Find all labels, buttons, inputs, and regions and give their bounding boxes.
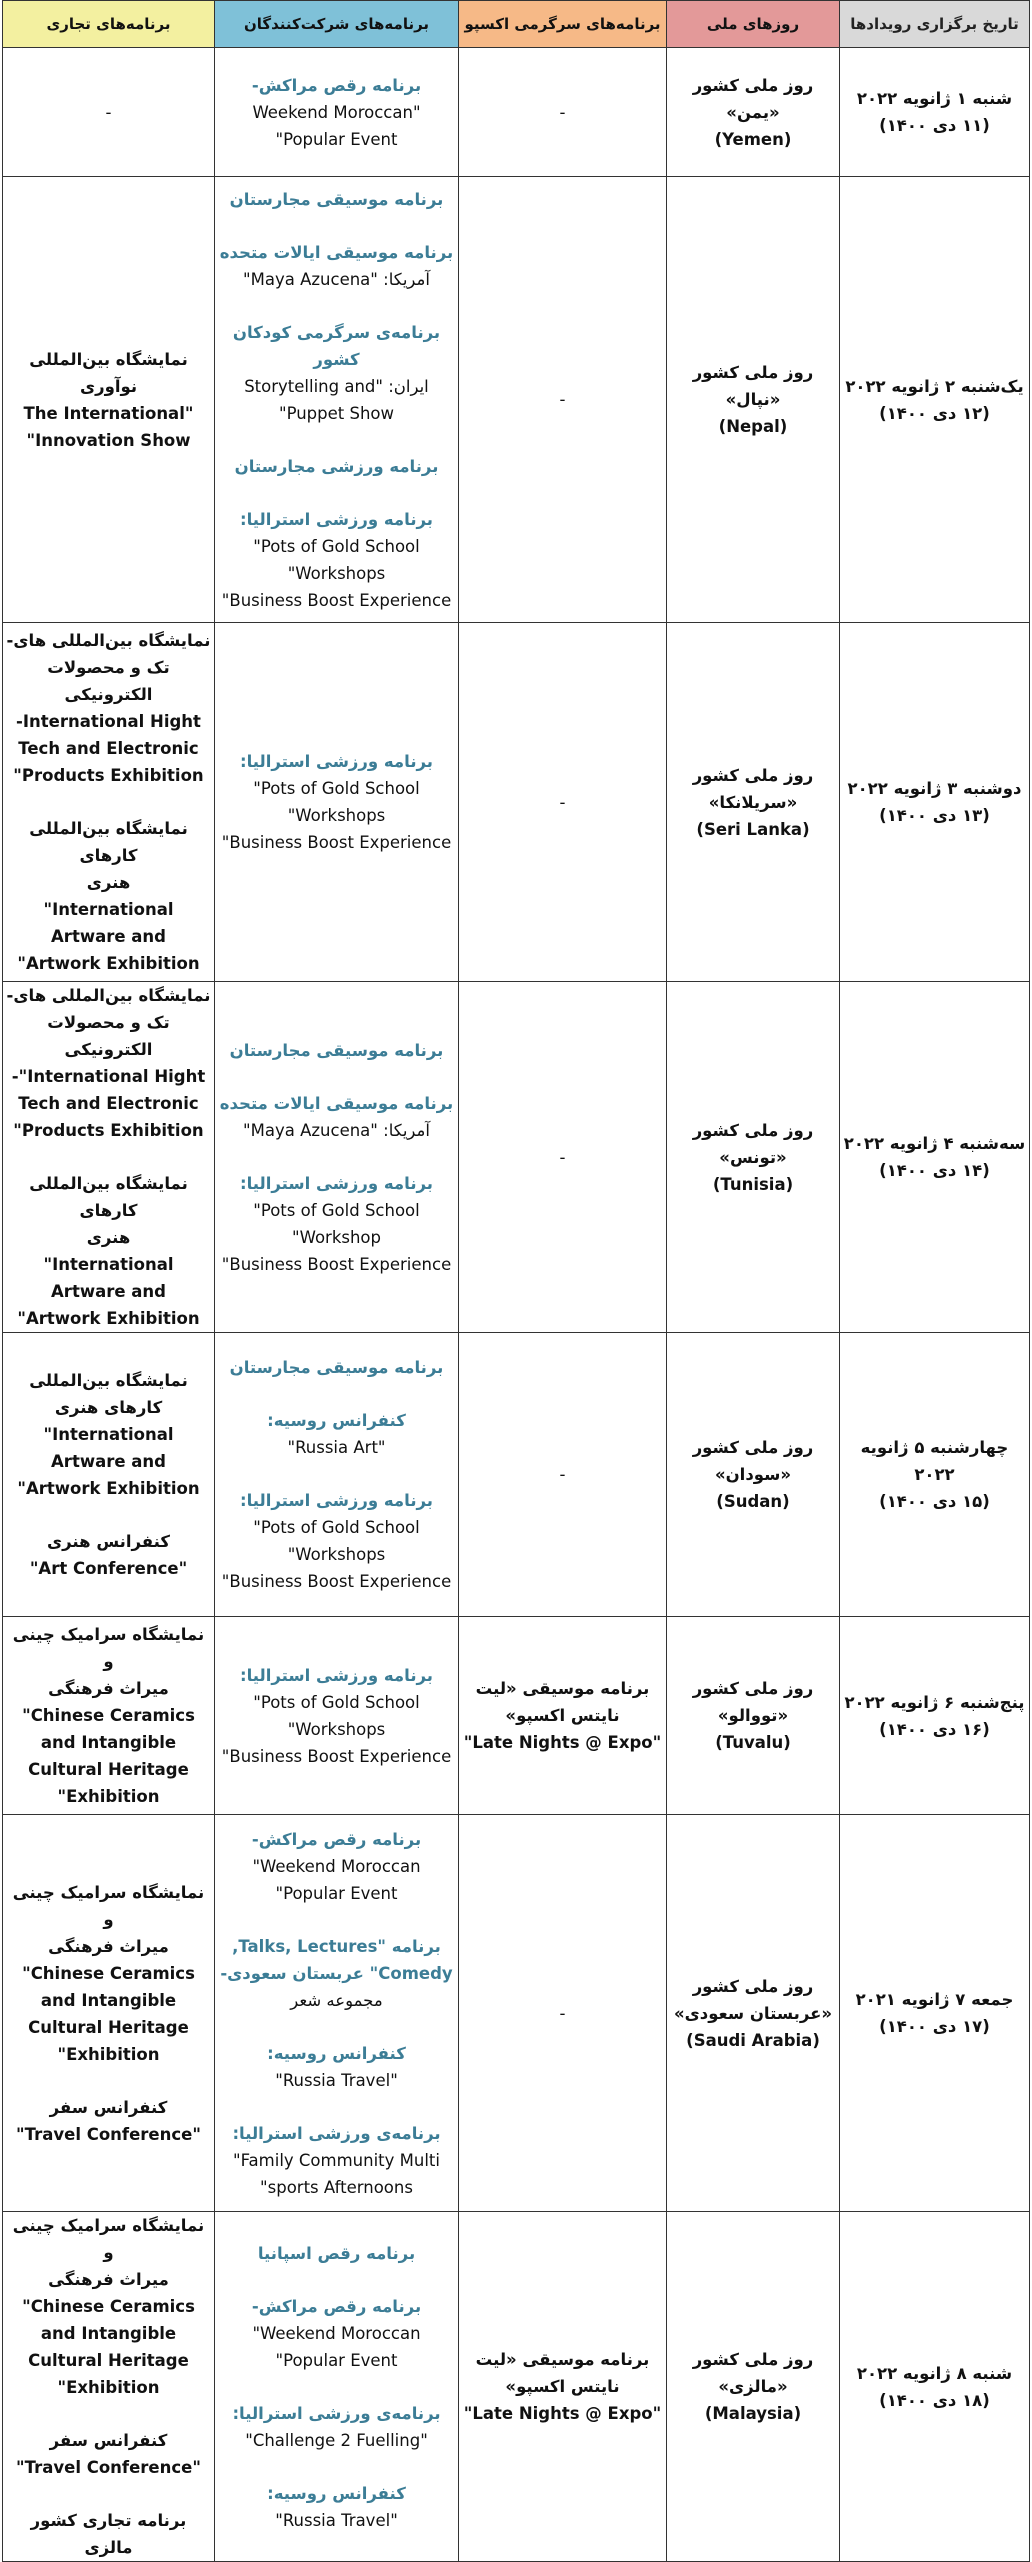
program-title: کنفرانس روسیه:	[267, 2043, 406, 2063]
business-line: Cultural Heritage	[28, 2351, 189, 2370]
business-line: کارهای هنری	[54, 1398, 163, 1417]
date-line: چهارشنبه ۵ ژانویه ۲۰۲۲	[860, 1438, 1009, 1484]
date-cell	[840, 2212, 1030, 2562]
national-day-line: روز ملی کشور	[692, 1679, 814, 1698]
business-programs-cell	[3, 1815, 215, 2212]
program-entry	[218, 1487, 455, 1595]
program-detail-line: Business Boost Experience"	[221, 1254, 452, 1274]
program-entry	[218, 748, 455, 856]
business-entry	[6, 1621, 211, 1810]
program-detail-line: "Weekend Moroccan	[252, 102, 421, 122]
header-participant-programs: برنامه‌های شرکت‌کنندگان	[215, 1, 459, 48]
table-row	[3, 623, 1030, 982]
business-entry	[6, 982, 211, 1144]
date-line: (۱۶ دی ۱۴۰۰)	[879, 1719, 990, 1739]
program-detail-line: "Russia Travel"	[275, 2070, 398, 2090]
entertainment-cell	[459, 177, 667, 623]
business-line: Chinese Ceramics"	[22, 2297, 195, 2316]
entertainment-cell	[459, 1617, 667, 1815]
national-day-line: روز ملی کشور	[692, 1120, 814, 1140]
national-day-line: (Tunisia)	[712, 1174, 794, 1194]
business-line: نمایشگاه بین‌المللی نوآوری	[29, 349, 188, 396]
date-line: (۱۵ دی ۱۴۰۰)	[879, 1492, 990, 1511]
program-entry	[218, 1826, 455, 1907]
program-detail-line: آمریکا: "Maya Azucena"	[243, 269, 430, 289]
business-entry	[6, 627, 211, 789]
participant-programs-cell	[215, 2212, 459, 2562]
table-row	[3, 2212, 1030, 2562]
program-entry	[218, 1933, 455, 2014]
business-line: نمایشگاه سرامیک چینی و	[12, 1882, 205, 1929]
date-line: پنج‌شنبه ۶ ژانویه ۲۰۲۲	[844, 1692, 1025, 1712]
business-entry	[6, 2212, 211, 2401]
national-day-line: روز ملی کشور	[692, 765, 814, 785]
business-line: تک و محصولات	[47, 658, 170, 677]
entertainment-cell	[459, 48, 667, 177]
participant-programs-cell	[215, 177, 459, 623]
date-line: جمعه ۷ ژانویه ۲۰۲۱	[855, 1990, 1014, 2009]
national-day-cell	[667, 48, 840, 177]
program-detail-line: Pots of Gold School"	[253, 1200, 420, 1220]
business-line: "Art Conference"	[29, 1559, 188, 1578]
empty-dash: -	[559, 792, 566, 812]
program-title: برنامه ورزشی استرالیا:	[240, 1665, 433, 1685]
business-line: Exhibition"	[57, 2378, 160, 2397]
program-detail-line: Pots of Gold School"	[253, 1692, 420, 1712]
participant-programs-cell	[215, 1815, 459, 2212]
empty-dash: -	[559, 102, 566, 122]
entertainment-line: نایتس اکسپو»	[505, 2377, 620, 2396]
program-title: Comedy" عربستان سعودی-	[220, 1963, 453, 1983]
date-line: (۱۱ دی ۱۴۰۰)	[879, 116, 990, 135]
program-detail-line: Workshop"	[292, 1227, 381, 1247]
business-programs-cell	[3, 623, 215, 982]
business-line: نمایشگاه سرامیک چینی و	[12, 1625, 205, 1671]
business-line: هنری	[86, 1228, 131, 1247]
national-day-line: (Saudi Arabia)	[686, 2030, 820, 2050]
program-detail-line: آمریکا: "Maya Azucena"	[243, 1120, 430, 1140]
national-day-line: (Nepal)	[718, 417, 788, 436]
business-line: تک و محصولات	[47, 1013, 170, 1032]
participant-programs-cell	[215, 1617, 459, 1815]
national-day-cell	[667, 2212, 840, 2562]
empty-dash: -	[559, 1147, 566, 1167]
business-line: and Intangible	[40, 2324, 177, 2343]
business-line: هنری	[86, 873, 131, 892]
business-line: International"	[43, 1255, 174, 1274]
table-row	[3, 1617, 1030, 1815]
program-entry	[218, 186, 455, 213]
business-line: نمایشگاه بین‌المللی کارهای	[29, 1174, 188, 1220]
program-entry	[218, 453, 455, 480]
business-line: الکترونیکی	[64, 685, 153, 704]
program-detail-line: Puppet Show"	[278, 403, 395, 423]
business-line: میراث فرهنگی	[48, 2270, 169, 2289]
business-entry	[6, 1879, 211, 2068]
business-line: Artware and	[51, 927, 166, 946]
participant-programs-cell	[215, 982, 459, 1333]
entertainment-cell	[459, 1815, 667, 2212]
program-detail-line: Popular Event"	[275, 129, 398, 149]
program-entry	[218, 319, 455, 427]
business-line: Chinese Ceramics"	[22, 1963, 195, 1983]
entertainment-line: برنامه موسیقی «لیت	[475, 1679, 650, 1698]
program-detail-line: Popular Event"	[275, 1883, 398, 1903]
entertainment-line: "Late Nights @ Expo"	[463, 1733, 662, 1752]
program-entry	[218, 239, 455, 293]
business-programs-cell	[3, 48, 215, 177]
business-line: Chinese Ceramics"	[22, 1706, 195, 1725]
national-day-line: (Malaysia)	[704, 2404, 802, 2423]
business-entry	[6, 2094, 211, 2148]
business-line: "Travel Conference"	[16, 2124, 201, 2144]
business-line: نمایشگاه بین‌المللی های-	[6, 631, 211, 650]
program-entry	[218, 1090, 455, 1144]
business-line: Artwork Exhibition"	[17, 1309, 200, 1328]
business-line: برنامه تجاری کشور مالزی	[30, 2511, 187, 2557]
business-line: Exhibition"	[57, 1787, 160, 1806]
national-day-line: «سودان»	[714, 1465, 792, 1484]
date-line: (۱۸ دی ۱۴۰۰)	[879, 2390, 990, 2410]
business-programs-cell	[3, 982, 215, 1333]
national-day-line: (Yemen)	[714, 129, 792, 149]
program-title: برنامه ورزشی استرالیا:	[240, 509, 433, 529]
national-day-line: (Sudan)	[716, 1492, 790, 1511]
header-date: تاریخ برگزاری رویدادها	[840, 1, 1030, 48]
business-entry	[6, 815, 211, 977]
program-detail-line: Workshops"	[287, 563, 386, 583]
date-line: شنبه ۸ ژانویه ۲۰۲۲	[856, 2363, 1013, 2383]
entertainment-cell	[459, 1333, 667, 1617]
business-line: نمایشگاه بین‌المللی	[29, 1371, 188, 1390]
business-line: Artwork Exhibition"	[17, 1479, 200, 1498]
program-title: برنامه رقص مراکش-	[251, 1829, 422, 1849]
empty-dash: -	[559, 390, 566, 409]
program-detail-line: ایران: "Storytelling and	[244, 376, 429, 396]
program-title: برنامه رقص مراکش-	[251, 2296, 422, 2316]
date-line: (۱۴ دی ۱۴۰۰)	[879, 1161, 990, 1180]
entertainment-cell	[459, 982, 667, 1333]
program-title: برنامه ورزشی استرالیا:	[240, 752, 433, 771]
business-line: Innovation Show"	[26, 430, 191, 450]
business-entry	[6, 1528, 211, 1582]
program-detail-line: "Russia Art"	[287, 1438, 386, 1457]
entertainment-line: برنامه موسیقی «لیت	[475, 2350, 650, 2369]
table-row	[3, 1815, 1030, 2212]
date-line: (۱۲ دی ۱۴۰۰)	[879, 403, 990, 423]
program-title: کنفرانس روسیه:	[267, 1411, 406, 1430]
business-line: نمایشگاه بین‌المللی های-	[6, 986, 211, 1005]
business-line: نمایشگاه سرامیک چینی و	[12, 2216, 205, 2262]
header-row	[3, 1, 1030, 48]
business-line: "The International	[23, 403, 194, 423]
program-title: کنفرانس روسیه:	[267, 2483, 406, 2503]
business-line: International"	[43, 900, 174, 919]
table-row	[3, 48, 1030, 177]
header-business-programs: برنامه‌های تجاری	[3, 1, 215, 48]
national-day-line: روز ملی کشور	[692, 1976, 814, 1996]
program-detail-line: Business Boost Experience"	[221, 833, 452, 852]
program-entry	[218, 1170, 455, 1278]
entertainment-cell	[459, 623, 667, 982]
table-body	[3, 48, 1030, 2562]
business-programs-cell	[3, 1617, 215, 1815]
program-detail-line: Pots of Gold School"	[253, 536, 420, 556]
program-detail-line: "Russia Travel"	[275, 2510, 398, 2530]
business-line: Products Exhibition"	[13, 766, 204, 785]
program-title: برنامه "Talks, Lectures,	[232, 1936, 441, 1956]
program-title: برنامه موسیقی مجارستان	[229, 189, 444, 209]
business-line: میراث فرهنگی	[48, 1679, 169, 1698]
national-day-line: «سریلانکا»	[708, 792, 798, 812]
date-cell	[840, 1617, 1030, 1815]
program-detail-line: Pots of Gold School"	[253, 779, 420, 798]
program-detail-line: Weekend Moroccan"	[252, 1856, 421, 1876]
business-entry	[6, 2427, 211, 2481]
program-title: برنامه ورزشی مجارستان	[234, 456, 439, 476]
business-entry	[6, 99, 211, 126]
date-cell	[840, 177, 1030, 623]
program-detail-line: "Challenge 2 Fuelling"	[245, 2430, 428, 2450]
program-detail-line: Popular Event"	[275, 2350, 398, 2370]
business-line: الکترونیکی	[64, 1040, 153, 1059]
business-entry	[6, 1170, 211, 1332]
business-line: Artware and	[51, 1452, 166, 1471]
business-line: کنفرانس سفر	[49, 2431, 168, 2450]
business-line: نمایشگاه بین‌المللی کارهای	[29, 819, 188, 865]
header-expo-entertainment: برنامه‌های سرگرمی اکسپو	[459, 1, 667, 48]
program-entry	[218, 1037, 455, 1064]
business-line: and Intangible	[40, 1990, 177, 2010]
business-programs-cell	[3, 2212, 215, 2562]
program-title: برنامه موسیقی ایالات متحده	[219, 1093, 454, 1113]
entertainment-line: "Late Nights @ Expo"	[463, 2404, 662, 2423]
participant-programs-cell	[215, 1333, 459, 1617]
date-cell	[840, 623, 1030, 982]
national-day-line: «عربستان سعودی»	[673, 2003, 833, 2023]
program-entry	[218, 2480, 455, 2534]
business-line: Artware and	[51, 1282, 166, 1301]
national-day-line: «تووالو»	[717, 1706, 789, 1725]
program-title: برنامه موسیقی مجارستان	[229, 1358, 444, 1377]
date-line: (۱۳ دی ۱۴۰۰)	[879, 806, 990, 825]
program-entry	[218, 1354, 455, 1381]
program-entry	[218, 1407, 455, 1461]
business-entry	[6, 346, 211, 454]
national-day-line: (Seri Lanka)	[696, 819, 810, 839]
business-line: International"	[43, 1425, 174, 1444]
program-entry	[218, 72, 455, 153]
header-national-days: روزهای ملی	[667, 1, 840, 48]
program-title: برنامه ورزشی استرالیا:	[240, 1173, 433, 1193]
date-cell	[840, 48, 1030, 177]
entertainment-cell	[459, 2212, 667, 2562]
empty-dash: -	[559, 1465, 566, 1484]
business-line: Cultural Heritage	[28, 1760, 189, 1779]
national-day-line: روز ملی کشور «نپال»	[692, 363, 814, 409]
program-title: برنامه‌ی ورزشی استرالیا:	[232, 2403, 441, 2423]
program-title: برنامه موسیقی مجارستان	[229, 1040, 444, 1060]
national-day-cell	[667, 623, 840, 982]
program-detail-line: Workshops"	[287, 806, 386, 825]
program-title: برنامه ورزشی استرالیا:	[240, 1491, 433, 1510]
national-day-line: روز ملی کشور «مالزی»	[692, 2350, 814, 2396]
business-entry	[6, 2507, 211, 2561]
program-entry	[218, 506, 455, 614]
program-entry	[218, 2400, 455, 2454]
program-entry	[218, 2040, 455, 2094]
business-line: کنفرانس هنری	[47, 1532, 170, 1551]
national-day-cell	[667, 1617, 840, 1815]
date-line: یک‌شنبه ۲ ژانویه ۲۰۲۲	[845, 376, 1024, 396]
table-row	[3, 1333, 1030, 1617]
business-line: and Intangible	[40, 1733, 177, 1752]
program-detail-line: Business Boost Experience"	[221, 1746, 452, 1766]
business-programs-cell	[3, 177, 215, 623]
date-line: دوشنبه ۳ ژانویه ۲۰۲۲	[847, 779, 1022, 798]
program-detail-line: مجموعه شعر	[290, 1990, 383, 2010]
program-title: برنامه‌ی ورزشی استرالیا:	[232, 2123, 441, 2143]
business-line: میراث فرهنگی	[48, 1936, 169, 1956]
table-row	[3, 177, 1030, 623]
business-line: Exhibition"	[57, 2044, 160, 2064]
empty-dash: -	[559, 2003, 566, 2023]
program-detail-line: Business Boost Experience"	[221, 1572, 452, 1591]
program-title: برنامه موسیقی ایالات متحده	[219, 242, 454, 262]
program-entry	[218, 2120, 455, 2201]
national-day-line: روز ملی کشور «یمن»	[692, 75, 814, 122]
national-day-line: «تونس»	[719, 1147, 787, 1167]
business-entry	[6, 1367, 211, 1502]
national-day-line: روز ملی کشور	[692, 1438, 814, 1457]
national-day-line: (Tuvalu)	[715, 1733, 791, 1752]
program-detail-line: Business Boost Experience"	[221, 590, 452, 610]
business-line: International Hight-	[16, 712, 201, 731]
national-day-cell	[667, 982, 840, 1333]
program-detail-line: Family Community Multi"	[232, 2150, 440, 2170]
business-line: Tech and Electronic	[18, 1094, 199, 1113]
program-entry	[218, 2293, 455, 2374]
program-detail-line: Pots of Gold School"	[253, 1518, 420, 1537]
participant-programs-cell	[215, 48, 459, 177]
date-cell	[840, 982, 1030, 1333]
national-day-cell	[667, 1333, 840, 1617]
program-detail-line: Workshops"	[287, 1545, 386, 1564]
national-day-cell	[667, 177, 840, 623]
business-programs-cell	[3, 1333, 215, 1617]
entertainment-line: نایتس اکسپو»	[505, 1706, 620, 1725]
program-title: برنامه‌ی سرگرمی کودکان کشور	[232, 322, 441, 369]
table-row	[3, 982, 1030, 1333]
business-line: International Hight"-	[11, 1067, 206, 1086]
program-title: برنامه رقص اسپانیا	[257, 2243, 416, 2263]
date-line: سه‌شنبه ۴ ژانویه ۲۰۲۲	[843, 1134, 1026, 1153]
business-line: Cultural Heritage	[28, 2017, 189, 2037]
events-table	[2, 0, 1030, 2562]
program-detail-line: Weekend Moroccan"	[252, 2323, 421, 2343]
program-title: برنامه رقص مراکش-	[251, 75, 422, 95]
date-cell	[840, 1333, 1030, 1617]
business-line: کنفرانس سفر	[49, 2097, 168, 2117]
participant-programs-cell	[215, 623, 459, 982]
business-line: Tech and Electronic	[18, 739, 199, 758]
date-line: شنبه ۱ ژانویه ۲۰۲۲	[856, 89, 1013, 108]
national-day-cell	[667, 1815, 840, 2212]
empty-dash: -	[105, 102, 112, 122]
business-line: Products Exhibition"	[13, 1121, 204, 1140]
business-line: Artwork Exhibition"	[17, 954, 200, 973]
program-detail-line: Workshops"	[287, 1719, 386, 1739]
date-cell	[840, 1815, 1030, 2212]
business-line: "Travel Conference"	[16, 2458, 201, 2477]
program-detail-line: sports Afternoons"	[260, 2177, 413, 2197]
date-line: (۱۷ دی ۱۴۰۰)	[879, 2017, 990, 2036]
program-entry	[218, 2240, 455, 2267]
program-entry	[218, 1662, 455, 1770]
